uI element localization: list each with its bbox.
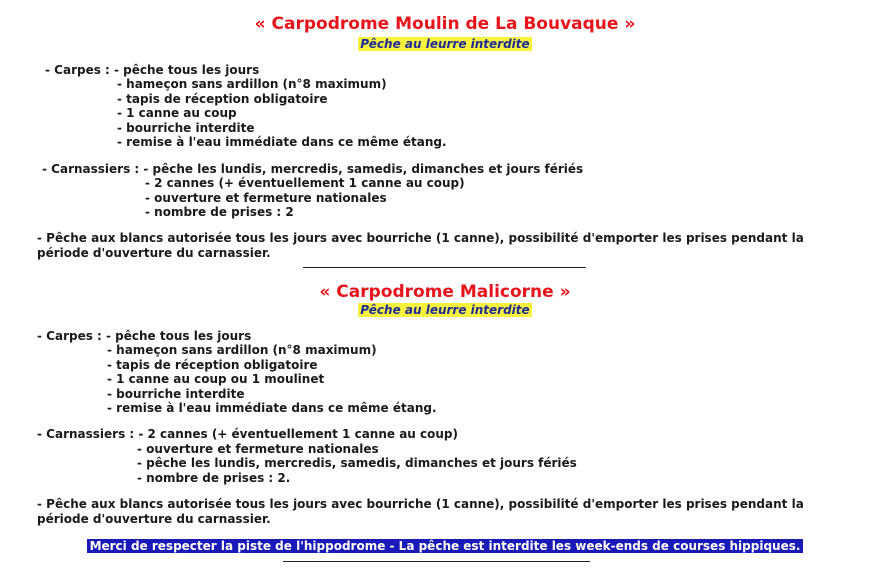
section1-carnassiers-item: - ouverture et fermeture nationales: [145, 191, 387, 205]
section2-carpes-item: - tapis de réception obligatoire: [107, 358, 318, 372]
section1-carpes-item: - 1 canne au coup: [117, 106, 237, 120]
section2-blancs-line1: - Pêche aux blancs autorisée tous les jours avec bourriche (1 canne), possibilité d'emporter les prises pendant la: [37, 497, 804, 511]
bottom-divider: [283, 561, 590, 562]
section1-carpes-item: - remise à l'eau immédiate dans ce même étang.: [117, 135, 447, 149]
section1-carpes-item: - bourriche interdite: [117, 121, 255, 135]
section2-carpes-item: - bourriche interdite: [107, 387, 245, 401]
section2-carnassiers-item: - ouverture et fermeture nationales: [137, 442, 379, 456]
section1-carpes-item: - tapis de réception obligatoire: [117, 92, 328, 106]
banner-wrap: [0, 538, 890, 554]
section2-carpes-head: - Carpes : - pêche tous les jours: [37, 329, 252, 343]
section2-subtitle: Pêche au leurre interdite: [360, 303, 530, 317]
section-divider: [303, 267, 586, 268]
section1-title: « Carpodrome Moulin de La Bouvaque »: [254, 14, 636, 34]
section1-subtitle-wrap: [0, 37, 890, 51]
section2-carnassiers-head: - Carnassiers : - 2 cannes (+ éventuellement 1 canne au coup): [37, 427, 458, 441]
section1-blancs-line2: période d'ouverture du carnassier.: [37, 246, 271, 260]
section2-carnassiers-item: - nombre de prises : 2.: [137, 471, 291, 485]
section1-carpes-item: - hameçon sans ardillon (n°8 maximum): [117, 77, 387, 91]
section1-carnassiers-head: - Carnassiers : - pêche les lundis, mercredis, samedis, dimanches et jours fériés: [42, 162, 584, 176]
section2-blancs-line2: période d'ouverture du carnassier.: [37, 512, 271, 526]
section1-carpes-head: - Carpes : - pêche tous les jours: [45, 63, 260, 77]
section2-carpes-item: - 1 canne au coup ou 1 moulinet: [107, 372, 325, 386]
section1-carnassiers-item: - 2 cannes (+ éventuellement 1 canne au coup): [145, 176, 465, 190]
section1-carnassiers-item: - nombre de prises : 2: [145, 205, 294, 219]
section1-subtitle: Pêche au leurre interdite: [360, 37, 530, 51]
section2-subtitle-wrap: [0, 303, 890, 317]
section2-carpes-item: - hameçon sans ardillon (n°8 maximum): [107, 343, 377, 357]
section2-carpes-item: - remise à l'eau immédiate dans ce même étang.: [107, 401, 437, 415]
section2-title: « Carpodrome Malicorne »: [319, 282, 571, 302]
section2-carnassiers-item: - pêche les lundis, mercredis, samedis, dimanches et jours fériés: [137, 456, 577, 470]
hippodrome-banner: Merci de respecter la piste de l'hippodrome - La pêche est interdite les week-ends de courses hippiques.: [87, 539, 804, 553]
section1-blancs-line1: - Pêche aux blancs autorisée tous les jours avec bourriche (1 canne), possibilité d'emporter les prises pendant la: [37, 231, 804, 245]
